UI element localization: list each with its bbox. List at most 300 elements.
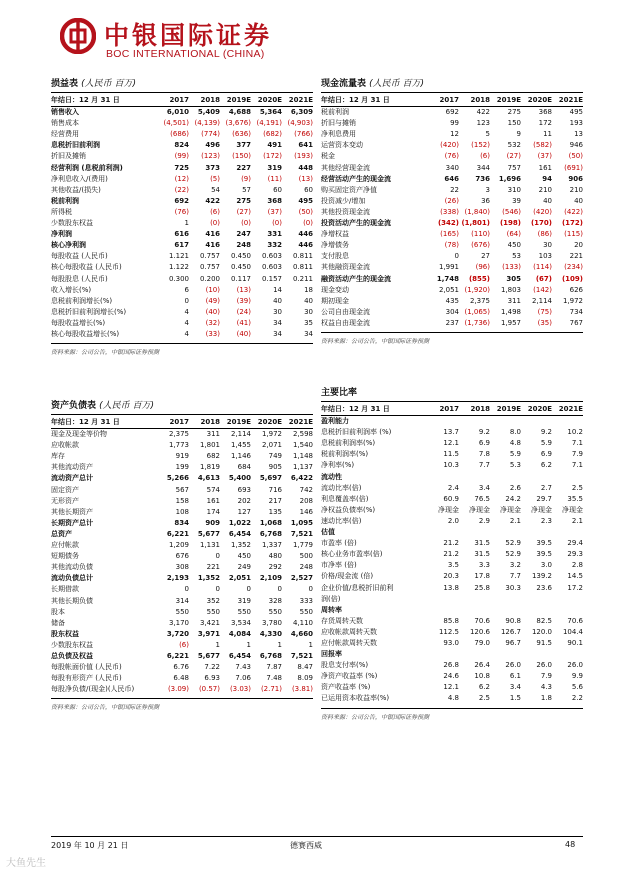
balance-source-note: 资料来源：公司公告，中银国际证券预测 (51, 698, 313, 711)
cell-value: 29.4 (567, 539, 583, 548)
cell-value: 734 (569, 307, 583, 316)
cell-value: 99 (450, 119, 459, 128)
cell-value: 4,110 (292, 618, 313, 627)
cell-value: 422 (205, 196, 220, 205)
cell-value: 834 (174, 518, 189, 527)
cell-value: 5,266 (166, 474, 189, 483)
cell-value: (110) (471, 230, 490, 239)
cell-value: (11) (267, 174, 282, 183)
cell-value: (33) (205, 329, 220, 338)
cell-value: 0.211 (292, 274, 313, 283)
cell-value: 6,768 (259, 651, 282, 660)
cell-value: 333 (299, 596, 313, 605)
row-label: 其他长期资产 (51, 507, 93, 516)
cell-value: 79.0 (474, 638, 490, 647)
cashflow-source-note: 资料来源：公司公告，中银国际证券预测 (321, 332, 583, 345)
cell-value: 0 (277, 585, 282, 594)
year-column-header: 2020E (527, 96, 552, 104)
cell-value (428, 527, 459, 538)
table-row (51, 540, 313, 551)
table-row (321, 427, 583, 438)
cell-value: 0.757 (199, 252, 220, 261)
cell-value: 11 (543, 130, 552, 139)
row-label: 现金及现金等价物 (51, 430, 107, 439)
cell-value: 7.87 (266, 663, 282, 672)
cell-value: 641 (298, 141, 313, 150)
cell-value: (114) (533, 263, 552, 272)
table-row (321, 163, 583, 174)
cell-value: 20.3 (443, 572, 459, 581)
company-name-cn: 中银国际证券 (104, 21, 273, 50)
row-label: 净利率(%) (321, 461, 355, 470)
table-row (321, 693, 583, 704)
cell-value: 104.4 (562, 627, 583, 636)
cell-value: 10.2 (567, 428, 583, 437)
cell-value: (0.57) (198, 685, 220, 694)
row-label: 购买固定资产净值 (321, 185, 377, 194)
table-row (321, 207, 583, 218)
cell-value: 824 (174, 141, 189, 150)
cell-value: 7.43 (235, 663, 251, 672)
row-label: 折旧与摊销 (321, 119, 356, 128)
cell-value: 12.1 (443, 439, 459, 448)
cell-value: 450 (507, 241, 521, 250)
cell-value: (1,065) (464, 307, 490, 316)
table-row (51, 129, 313, 140)
row-label: 应付帐款周转天数 (321, 638, 377, 647)
cell-value: 53 (512, 252, 521, 261)
cell-value: 52.9 (505, 550, 521, 559)
cell-value: 39 (512, 196, 521, 205)
table-row (51, 629, 313, 640)
cell-value (521, 416, 552, 428)
cell-value: (22) (174, 185, 189, 194)
table-row (51, 329, 313, 340)
cell-value: 0.603 (261, 252, 282, 261)
cell-value: 5,400 (228, 474, 251, 483)
cell-value: 90.1 (567, 638, 583, 647)
cell-value: (234) (564, 263, 583, 272)
row-label: 库存 (51, 452, 65, 461)
cell-value: 909 (205, 518, 220, 527)
cell-value: (170) (530, 219, 552, 228)
row-label: 其他流动资产 (51, 463, 93, 472)
cell-value: 7.48 (266, 674, 282, 683)
cell-value: 435 (445, 296, 459, 305)
cell-value: 2,071 (261, 441, 282, 450)
cell-value: 292 (268, 563, 282, 572)
cell-value (459, 416, 490, 428)
cell-value: (86) (537, 230, 552, 239)
cell-value: 2.8 (571, 561, 583, 570)
cell-value: 150 (507, 119, 521, 128)
cell-value: 26.0 (536, 661, 552, 670)
cell-value: 126.7 (500, 627, 521, 636)
table-row (51, 507, 313, 518)
cell-value: 39.5 (536, 550, 552, 559)
table-row (51, 584, 313, 595)
cell-value: (774) (201, 130, 220, 139)
cell-value: (26) (444, 196, 459, 205)
cell-value: 21.2 (443, 550, 459, 559)
cell-value: 221 (206, 563, 220, 572)
row-label: 盈利能力 (321, 417, 349, 426)
cell-value: 0 (215, 552, 220, 561)
row-label: 其他融资现金流 (321, 263, 370, 272)
table-row (51, 451, 313, 462)
cell-value: 308 (175, 563, 189, 572)
row-label: 投资减少/增加 (321, 196, 366, 205)
cell-value: (198) (499, 219, 521, 228)
cell-value: 217 (268, 496, 282, 505)
table-row (321, 240, 583, 251)
cell-value: 2,375 (168, 430, 189, 439)
row-label: 周转率 (321, 605, 342, 614)
row-label: 固定资产 (51, 485, 79, 494)
cashflow-statement (321, 78, 583, 345)
cell-value: 3.3 (478, 561, 490, 570)
cell-value: 18 (304, 285, 313, 294)
row-label: 息税前利润率(%) (321, 439, 376, 448)
cell-value: 7.7 (478, 461, 490, 470)
table-row (51, 518, 313, 529)
cell-value: 1,022 (228, 518, 251, 527)
cell-value: 3,170 (168, 618, 189, 627)
cell-value: 112.5 (438, 627, 459, 636)
cell-value: 29.7 (536, 494, 552, 503)
row-label: 无形资产 (51, 496, 79, 505)
cell-value (459, 649, 490, 660)
row-label: 净利息收入/(费用) (51, 174, 108, 183)
table-row (321, 494, 583, 505)
cell-value: 310 (507, 185, 521, 194)
cell-value: 4,330 (259, 629, 282, 638)
cell-value: (78) (444, 241, 459, 250)
cell-value: 4,688 (228, 108, 251, 117)
row-label: 回报率 (321, 650, 342, 659)
cell-value: 9.9 (571, 672, 583, 681)
cell-value (490, 605, 521, 616)
cell-value: 2.0 (447, 516, 459, 525)
cell-value: 2,598 (292, 430, 313, 439)
table-row (51, 118, 313, 129)
cell-value: 6.2 (540, 461, 552, 470)
table-row (51, 174, 313, 185)
cell-value: (1,801) (461, 219, 490, 228)
cell-value: 344 (476, 163, 490, 172)
cell-value: (420) (440, 141, 459, 150)
table-row (321, 274, 583, 285)
cell-value: (3.03) (229, 685, 251, 694)
row-label: 销售成本 (51, 119, 79, 128)
cell-value: (109) (561, 274, 583, 283)
cell-value: (172) (561, 219, 583, 228)
footer-company: 德赛西威 (290, 841, 322, 850)
footer-page-number: 48 (565, 840, 576, 849)
cell-value (428, 594, 459, 605)
cell-value: (676) (471, 241, 490, 250)
cell-value: 27 (481, 252, 490, 261)
cell-value: 40 (574, 196, 583, 205)
cell-value: 0 (246, 585, 251, 594)
cell-value: 208 (299, 496, 313, 505)
cell-value: (636) (232, 130, 251, 139)
cell-value: 24.6 (443, 672, 459, 681)
row-label: 现金变动 (321, 285, 349, 294)
cell-value: 202 (237, 496, 251, 505)
cell-value: 716 (268, 485, 282, 494)
year-column-header: 2018 (470, 405, 490, 413)
cell-value: (9) (241, 174, 251, 183)
cell-value: 123 (476, 119, 490, 128)
cell-value: 22 (450, 185, 459, 194)
cell-value: (27) (506, 152, 521, 161)
cell-value (552, 527, 583, 538)
cell-value: 684 (237, 463, 251, 472)
cell-value: 0.450 (230, 263, 251, 272)
row-label: 短期债务 (51, 552, 79, 561)
cell-value: (4,191) (256, 119, 282, 128)
year-column-header: 2017 (169, 418, 189, 426)
cell-value: 6.9 (540, 450, 552, 459)
row-label: 润(倍) (321, 594, 341, 603)
cell-value: 90.8 (505, 616, 521, 625)
row-label: 流动资产总计 (51, 474, 93, 483)
cell-value: 2.7 (540, 483, 552, 492)
table-row (51, 551, 313, 562)
year-column-header: 2020E (257, 96, 282, 104)
row-label: 总资产 (51, 529, 72, 538)
cell-value: 4,613 (197, 474, 220, 483)
cell-value: 906 (568, 174, 583, 183)
page-header (0, 0, 620, 70)
cell-value: 248 (299, 563, 313, 572)
cell-value: (32) (205, 318, 220, 327)
cell-value: 210 (569, 185, 583, 194)
cell-value: 7.06 (235, 674, 251, 683)
cell-value: 1,455 (230, 441, 251, 450)
cell-value: 247 (236, 230, 251, 239)
row-label: 净资产收益率 (%) (321, 672, 378, 681)
cell-value (521, 649, 552, 660)
cell-value: 94 (542, 174, 552, 183)
cell-value: 108 (175, 507, 189, 516)
cell-value: 60.9 (443, 494, 459, 503)
cell-value: 692 (445, 108, 459, 117)
row-label: 核心业务市盈率(倍) (321, 550, 383, 559)
cell-value: (40) (236, 329, 251, 338)
year-column-header: 2021E (288, 418, 313, 426)
year-end-label: 年结日：12 月 31 日 (321, 405, 390, 413)
cell-value: 29.3 (567, 550, 583, 559)
cell-value: 5.6 (571, 683, 583, 692)
cell-value: 2.1 (571, 516, 583, 525)
row-label: 企业价值/息税折旧前利 (321, 583, 394, 592)
cell-value: 31.5 (474, 550, 490, 559)
table-row (321, 472, 583, 483)
cell-value: 7.9 (571, 450, 583, 459)
cell-value: 567 (175, 485, 189, 494)
cell-value: 34 (273, 329, 282, 338)
cell-value: 5.9 (540, 439, 552, 448)
row-label: 其他投资现金流 (321, 207, 370, 216)
cell-value: 1,146 (230, 452, 251, 461)
cell-value: 0.811 (292, 263, 313, 272)
cell-value: 7.9 (540, 672, 552, 681)
cell-value: (172) (263, 152, 282, 161)
table-row (51, 262, 313, 273)
cell-value: 103 (538, 252, 552, 261)
cell-value: (10) (205, 285, 220, 294)
cell-value: 0 (454, 252, 459, 261)
cell-value: 1.122 (168, 263, 189, 272)
cell-value: 249 (237, 563, 251, 572)
table-row (321, 449, 583, 460)
cell-value: 13.8 (443, 583, 459, 592)
row-label: 总负债及权益 (51, 651, 93, 660)
cell-value: 139.2 (531, 572, 552, 581)
cell-value: 120.6 (469, 627, 490, 636)
cell-value: 20 (574, 241, 583, 250)
table-row (321, 616, 583, 627)
row-label: 股息支付率(%) (321, 661, 369, 670)
row-label: 期初现金 (321, 296, 349, 305)
table-row (321, 318, 583, 329)
cell-value (490, 527, 521, 538)
row-label: 利息覆盖率(倍) (321, 494, 369, 503)
cell-value: (123) (201, 152, 220, 161)
cell-value: 6.9 (478, 439, 490, 448)
cell-value: 736 (475, 174, 490, 183)
cell-value: 0.757 (199, 263, 220, 272)
table-row (321, 505, 583, 516)
cell-value: (75) (537, 307, 552, 316)
cell-value: 净现金 (500, 505, 521, 514)
cell-value: 7,521 (290, 651, 313, 660)
table-row (51, 207, 313, 218)
cell-value: 4 (184, 318, 189, 327)
cell-value: 10.8 (474, 672, 490, 681)
year-column-header: 2020E (257, 418, 282, 426)
row-label: 净增权益 (321, 230, 349, 239)
cashflow-title: 现金流量表 (人民币 百万) (321, 78, 583, 93)
cell-value: 60 (273, 185, 282, 194)
table-header-row (51, 417, 313, 429)
table-row (51, 318, 313, 329)
cell-value: 26.4 (474, 661, 490, 670)
cell-value: 905 (268, 463, 282, 472)
row-label: 净利息费用 (321, 130, 356, 139)
cell-value: 52.9 (505, 539, 521, 548)
year-column-header: 2019E (226, 418, 251, 426)
table-row (321, 516, 583, 527)
cell-value: 319 (237, 596, 251, 605)
cell-value: 4 (184, 329, 189, 338)
table-header-row (321, 95, 583, 107)
row-label: 其他收益/(损失) (51, 185, 101, 194)
cell-value: 5.3 (509, 461, 521, 470)
cell-value: 11.5 (443, 450, 459, 459)
cell-value: 85.8 (443, 616, 459, 625)
cell-value: 0.300 (168, 274, 189, 283)
cell-value: 331 (267, 230, 282, 239)
table-row (51, 618, 313, 629)
cell-value: 21.2 (443, 539, 459, 548)
cell-value: 305 (506, 274, 521, 283)
cell-value: 30 (273, 307, 282, 316)
table-row (321, 118, 583, 129)
cell-value: 248 (236, 241, 251, 250)
cell-value: (99) (174, 152, 189, 161)
cell-value: 532 (507, 141, 521, 150)
cell-value: (37) (267, 207, 282, 216)
ratios-table (321, 404, 583, 705)
cell-value: 692 (174, 196, 189, 205)
cell-value: 1,972 (261, 430, 282, 439)
table-row (321, 638, 583, 649)
cell-value: 2.3 (540, 516, 552, 525)
cell-value: 2.5 (478, 694, 490, 703)
cell-value: 135 (268, 507, 282, 516)
cell-value: 54 (211, 185, 220, 194)
cell-value: (0) (241, 219, 251, 228)
cell-value: 328 (268, 596, 282, 605)
cell-value: 1,540 (292, 441, 313, 450)
table-row (51, 684, 313, 695)
cell-value: 416 (205, 230, 220, 239)
cell-value: 1,209 (168, 541, 189, 550)
year-column-header: 2018 (470, 96, 490, 104)
cell-value: (133) (502, 263, 521, 272)
cell-value: 1,498 (500, 307, 521, 316)
cell-value: 1,773 (168, 441, 189, 450)
row-label: 收入增长(%) (51, 285, 92, 294)
table-row (321, 262, 583, 273)
cell-value (490, 649, 521, 660)
cell-value: 2.4 (447, 483, 459, 492)
cell-value: 319 (267, 163, 282, 172)
row-label: 每股收益增长(%) (51, 318, 106, 327)
cell-value: 5,677 (197, 651, 220, 660)
row-label: 税金 (321, 152, 335, 161)
cell-value: 5,409 (197, 108, 220, 117)
cell-value (459, 605, 490, 616)
cell-value: 净现金 (531, 505, 552, 514)
year-column-header: 2017 (169, 96, 189, 104)
cell-value: (855) (468, 274, 490, 283)
cell-value: 422 (476, 108, 490, 117)
row-label: 净利润 (51, 230, 72, 239)
cell-value (521, 472, 552, 483)
cell-value: 682 (206, 452, 220, 461)
cell-value: 3 (485, 185, 490, 194)
cell-value: (150) (232, 152, 251, 161)
year-column-header: 2021E (558, 405, 583, 413)
cell-value: (0) (272, 219, 282, 228)
row-label: 税前利润率(%) (321, 450, 369, 459)
row-label: 销售收入 (51, 108, 79, 117)
table-row (51, 163, 313, 174)
cell-value: 9 (516, 130, 521, 139)
row-label: 净增债务 (321, 241, 349, 250)
table-row (51, 307, 313, 318)
row-label: 速动比率(倍) (321, 516, 362, 525)
table-row (51, 196, 313, 207)
boc-logo-icon (60, 18, 96, 54)
cell-value: (152) (471, 141, 490, 150)
cell-value: 6.76 (173, 663, 189, 672)
cell-value: (1,840) (464, 207, 490, 216)
